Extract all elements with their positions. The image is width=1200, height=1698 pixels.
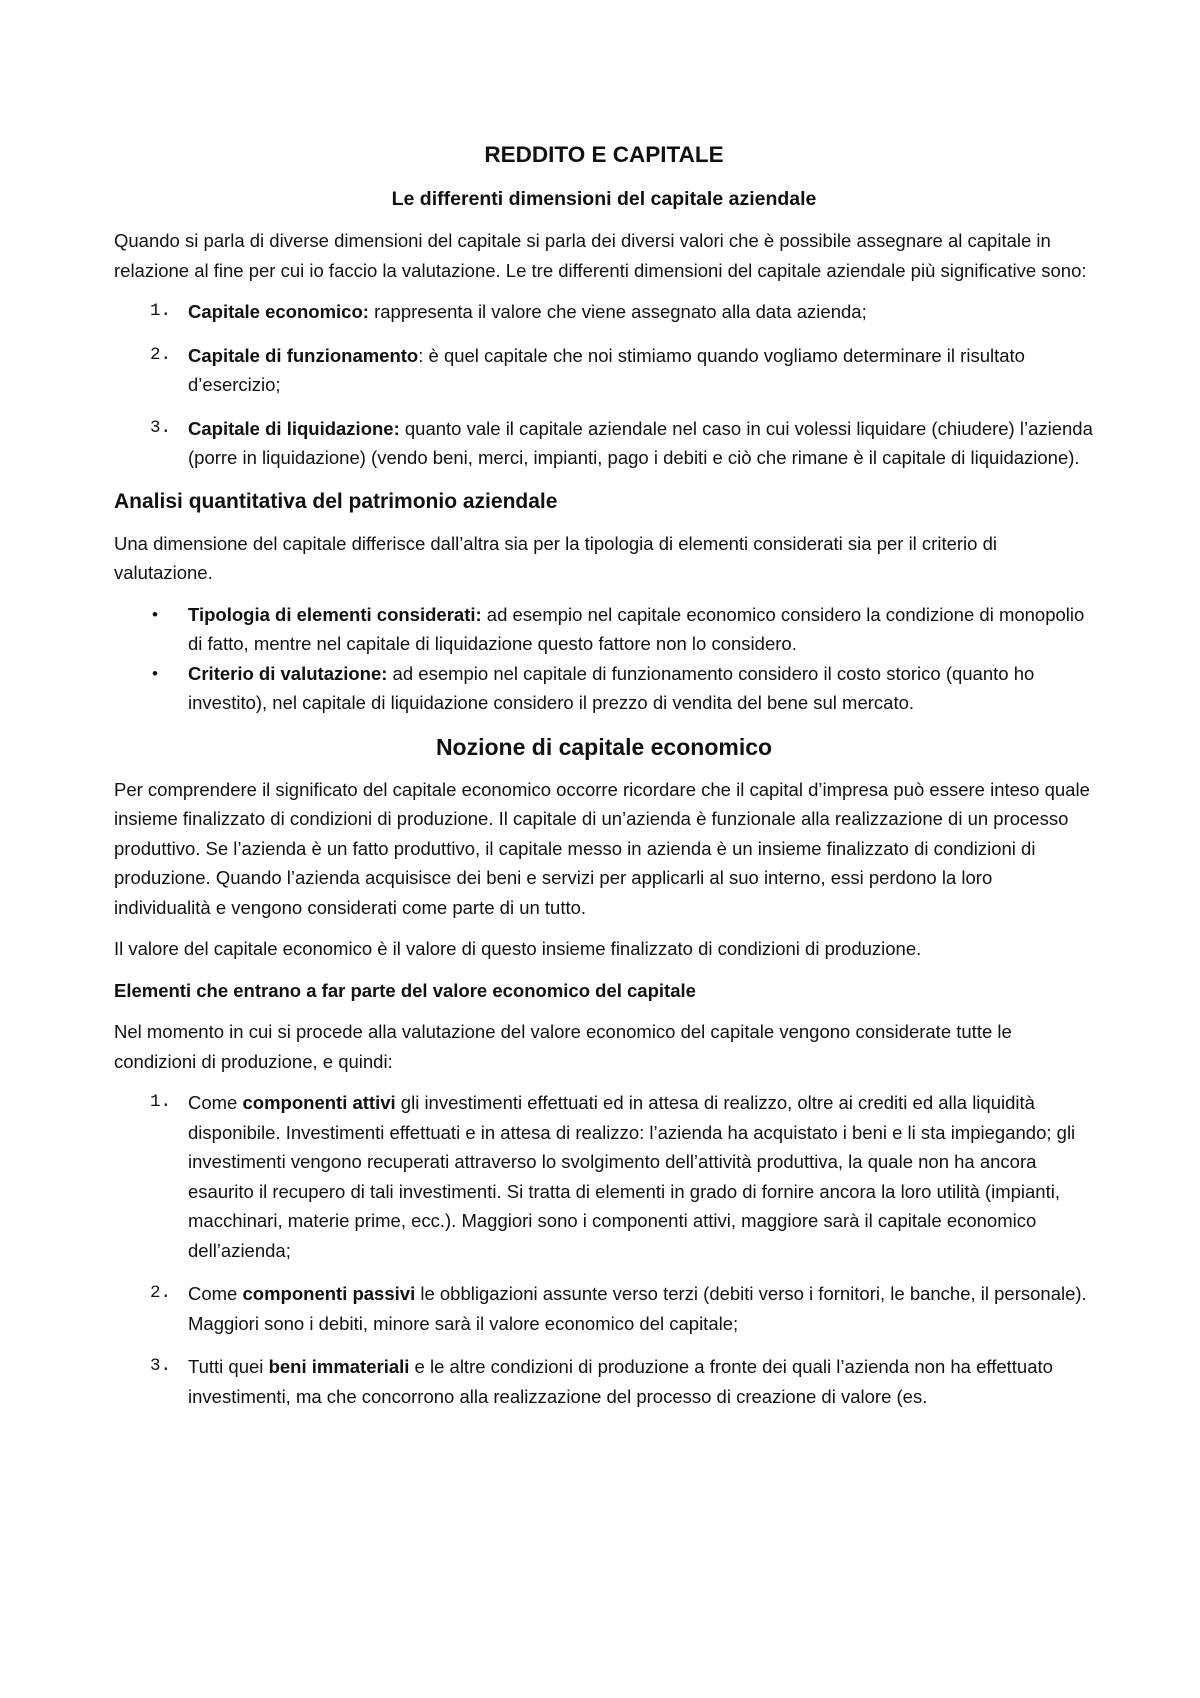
list-item-text: gli investimenti effettuati ed in attesa di realizzo, oltre ai crediti ed alla liquidità disponibile. Investimenti effettuati e in attesa di realizzo: l’azienda ha acquistato i beni e li sta impiegando; gli investimenti vengono recuperati attraverso lo svolgimento dell’attività produttiva, la quale non ha ancora esaurito il recupero di tali investimenti. Si tratta di elementi in grado di fornire ancora la loro utilità (impianti, macchinari, materie prime, ecc.). Maggiori sono i componenti attivi, maggiore sarà il capitale economico dell’azienda; xyxy=(188,1092,1076,1261)
list-item-term: beni immateriali xyxy=(268,1356,410,1377)
list-item xyxy=(114,1088,1094,1265)
list-item-text: rappresenta il valore che viene assegnato alla data azienda; xyxy=(368,301,867,322)
body-paragraph: Il valore del capitale economico è il valore di questo insieme finalizzato di condizioni di produzione. xyxy=(114,938,922,959)
section-intro-paragraph: Nel momento in cui si procede alla valutazione del valore economico del capitale vengono considerate tutte le condizioni di produzione, e quindi: xyxy=(114,1021,1012,1072)
bullet-item xyxy=(114,659,1094,718)
list-item xyxy=(114,1279,1094,1338)
list-number: 3. xyxy=(150,1356,172,1376)
list-number: 1. xyxy=(150,301,172,321)
list-item-prefix: Tutti quei xyxy=(188,1356,269,1377)
document-content xyxy=(114,140,1094,1425)
bullet-item-term: Criterio di valutazione: xyxy=(188,662,388,684)
list-number: 2. xyxy=(150,1283,172,1303)
list-item-term: Capitale di funzionamento xyxy=(188,344,419,366)
section-heading-nozione: Nozione di capitale economico xyxy=(435,733,773,760)
document-title: REDDITO E CAPITALE xyxy=(484,142,724,167)
bullet-icon: • xyxy=(152,663,158,683)
list-item-text: le obbligazioni assunte verso terzi (debiti verso i fornitori, le banche, il personale). Maggiori sono i debiti, minore sarà il valore economico del capitale; xyxy=(188,1283,1087,1334)
bullet-item-text: ad esempio nel capitale economico considero la condizione di monopolio di fatto, mentre nel capitale di liquidazione questo fattore non lo considero. xyxy=(188,603,1085,654)
section-intro-paragraph: Una dimensione del capitale differisce dall’altra sia per la tipologia di elementi considerati sia per il criterio di valutazione. xyxy=(114,532,997,583)
bullet-icon: • xyxy=(152,604,158,624)
intro-paragraph: Quando si parla di diverse dimensioni del capitale si parla dei diversi valori che è possibile assegnare al capitale in relazione al fine per cui io faccio la valutazione. Le tre differenti dimensioni del capitale aziendale più significative sono: xyxy=(114,230,1087,281)
body-paragraph: Per comprendere il significato del capitale economico occorre ricordare che il capital d’impresa può essere inteso quale insieme finalizzato di condizioni di produzione. Il capitale di un’azienda è funzionale alla realizzazione di un processo produttivo. Se l’azienda è un fatto produttivo, il capitale messo in azienda è un insieme finalizzato di condizioni di produzione. Quando l’azienda acquisisce dei beni e servizi per applicarli al suo interno, essi perdono la loro individualità e vengono considerati come parte di un tutto. xyxy=(114,778,1090,918)
list-item-term: componenti attivi xyxy=(242,1092,396,1113)
list-item-term: Capitale di liquidazione: xyxy=(188,417,400,439)
dimensions-list xyxy=(114,297,1094,473)
list-item xyxy=(114,297,1094,327)
list-number: 3. xyxy=(150,417,172,438)
bullet-item-term: Tipologia di elementi considerati: xyxy=(188,603,482,625)
list-item xyxy=(114,414,1094,473)
list-number: 1. xyxy=(150,1092,172,1112)
list-item xyxy=(114,1352,1094,1411)
criteria-bullet-list xyxy=(114,600,1094,718)
list-item-term: componenti passivi xyxy=(242,1283,416,1304)
bullet-item-text: ad esempio nel capitale di funzionamento considero il costo storico (quanto ho investito), nel capitale di liquidazione considero il prezzo di vendita del bene sul mercato. xyxy=(188,662,1035,713)
list-item xyxy=(114,341,1094,400)
list-number: 2. xyxy=(150,344,172,365)
list-item-term: Capitale economico: xyxy=(188,301,369,322)
elements-list xyxy=(114,1088,1094,1411)
subsection-heading-elementi: Elementi che entrano a far parte del valore economico del capitale xyxy=(114,979,696,1001)
list-item-text: : è quel capitale che noi stimiamo quando vogliamo determinare il risultato d’esercizio; xyxy=(188,344,1025,395)
section-heading-analisi: Analisi quantitativa del patrimonio aziendale xyxy=(114,489,558,513)
list-item-text: quanto vale il capitale aziendale nel caso in cui volessi liquidare (chiudere) l’azienda (porre in liquidazione) (vendo beni, merci, impianti, pago i debiti e ciò che rimane è il capitale di liquidazione). xyxy=(188,417,1093,468)
bullet-item xyxy=(114,600,1094,659)
list-item-prefix: Come xyxy=(188,1092,243,1113)
list-item-text: e le altre condizioni di produzione a fronte dei quali l’azienda non ha effettuato investimenti, ma che concorrono alla realizzazione del processo di creazione di valore (es. xyxy=(188,1356,1053,1407)
document-subtitle: Le differenti dimensioni del capitale aziendale xyxy=(391,188,817,210)
list-item-prefix: Come xyxy=(188,1283,243,1304)
